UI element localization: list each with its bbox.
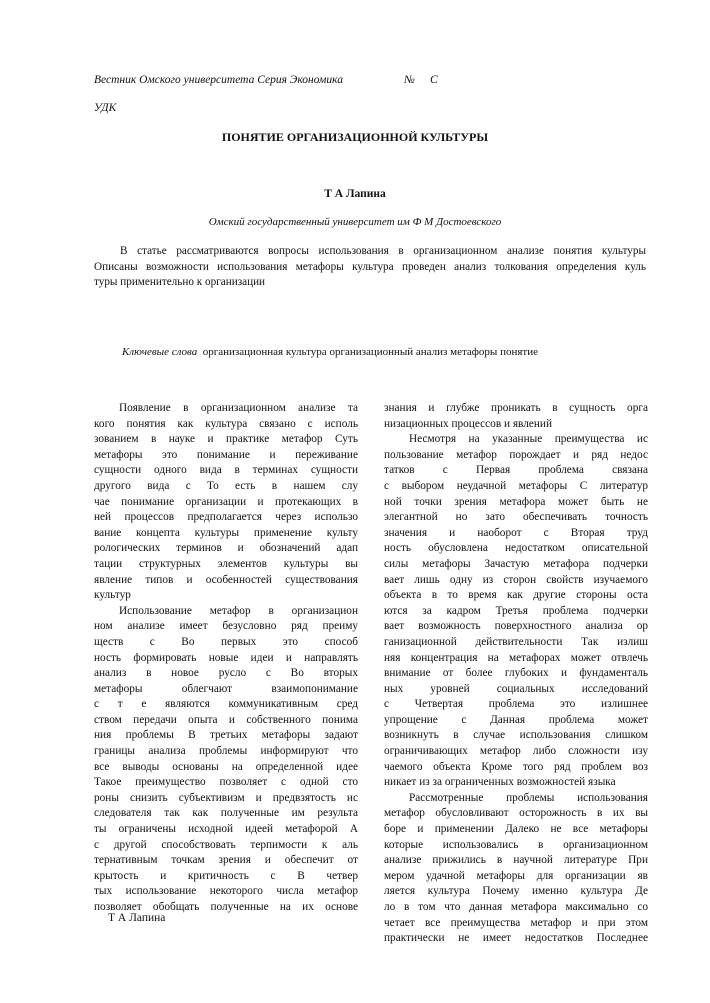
abstract-line: В статье рассматриваются вопросы использования в организационном анализе понятия культуры [120, 245, 646, 257]
body-line: которые использовались в организационном [384, 838, 648, 851]
udk-label: УДК [94, 102, 117, 114]
body-line: другого вида с То есть в нашем слу [94, 479, 358, 492]
body-line: ния проблемы В третьих метафоры задают [94, 729, 358, 742]
body-line: чаемого объекта Кроме того ряд проблем воз [384, 760, 648, 773]
body-line: ной точки зрения метафора может быть не [384, 495, 648, 508]
body-line: Такое преимущество позволяет с одной сто [94, 776, 358, 789]
body-line: анализе прижились в научной литературе При [384, 854, 648, 867]
issue-number-sign: № [404, 74, 415, 86]
body-line: ность обусловлена недостатком описательной [384, 542, 648, 555]
body-line: ность формировать новые идеи и направлять [94, 651, 358, 664]
body-line: ются за кадром Третья проблема подчерки [384, 604, 648, 617]
journal-name: Вестник Омского университета Серия Экономика [94, 74, 343, 86]
abstract [94, 244, 646, 291]
body-line: метафоры это понимание и переживание [94, 448, 358, 461]
keywords-text: организационная культура организационный анализ метафоры понятие [202, 346, 538, 358]
body-line: сущности одного вида в терминах сущности [94, 464, 358, 477]
body-line: ных уровней социальных исследований [384, 682, 648, 695]
body-line: объекта в то время как другие стороны оста [384, 589, 648, 602]
abstract-line: Описаны возможности использования метафоры культура проведен анализ толкования определения куль [94, 260, 646, 273]
body-line: силы метафоры Зачастую метафора подчерки [384, 557, 648, 570]
body-line: позволяет обобщать полученные на их основе [94, 901, 358, 913]
body-line: кого понятия как культура связано с исполь [94, 417, 358, 430]
body-line: возникнуть в случае использования слишком [384, 729, 648, 742]
body-line: анализ в новое русло с Во вторых [94, 667, 358, 680]
body-line: ном анализе имеет безусловно ряд преиму [94, 620, 358, 633]
body-line: метафоры облегчают взаимопонимание [94, 682, 358, 695]
page-sign: С [430, 74, 438, 86]
body-line: Несмотря на указанные преимущества ис [409, 433, 648, 446]
body-line: крытость и критичность с В четвер [94, 869, 358, 882]
body-line: внимание от более глубоких и фундаменталь [384, 667, 648, 680]
right-column [384, 401, 648, 947]
body-line: боре и применении Далеко не все метафоры [384, 823, 648, 836]
paper-title: ПОНЯТИЕ ОРГАНИЗАЦИОННОЙ КУЛЬТУРЫ [221, 130, 489, 144]
body-line: Использование метафор в организацион [119, 604, 358, 617]
body-line: знания и глубже проникать в сущность орга [384, 402, 648, 414]
body-line: рологических терминов и обозначений адап [94, 542, 358, 555]
body-line: элегантной но зато обеспечивать точность [384, 511, 648, 524]
body-line: тернативным точкам зрения и обеспечит от [94, 854, 358, 867]
body-line: ограничивающих метафор либо сложности изу [384, 745, 648, 758]
body-line: культур [94, 589, 131, 602]
body-line: следователя так как полученные им результа [94, 807, 358, 820]
body-line: явление типов и особенностей существования [94, 573, 358, 586]
body-line: роны снизить субъективизм и предвзятость ис [94, 791, 358, 804]
body-line: с другой способствовать терпимости к аль [94, 838, 358, 851]
body-line: Рассмотренные проблемы использования [409, 791, 648, 804]
body-line: никает из за ограниченных возможностей языка [384, 776, 616, 789]
abstract-line: туры применительно к организации [94, 276, 266, 288]
body-line: чае понимание организации и протекающих в [94, 495, 358, 508]
keywords [122, 346, 538, 358]
body-line: Появление в организационном анализе та [119, 402, 358, 414]
body-line: няя концентрация на метафорах может отвлечь [384, 651, 648, 664]
author-name: Т А Лапина [324, 188, 386, 200]
body-line: вает возможность поверхностного анализа ор [384, 620, 648, 633]
body-line: мером удачной метафоры для организации яв [384, 869, 648, 882]
left-column [94, 401, 358, 916]
body-line: с Четвертая проблема это излишнее [384, 698, 648, 711]
body-line: вает лишь одну из сторон свойств изучаемого [384, 573, 648, 586]
body-line: ществ с Во первых это способ [94, 635, 358, 648]
body-line: метафор обусловливают осторожность в их вы [384, 807, 648, 820]
body-line: ней процессов предполагается через использо [94, 511, 358, 524]
body-line: ты ограничены исходной идеей метафорой А [94, 823, 358, 836]
body-line: зованием в науке и практике метафор Суть [94, 433, 358, 446]
body-line: четает все преимущества метафор и при этом [384, 916, 648, 929]
keywords-label: Ключевые слова [122, 346, 198, 358]
body-line: вание концепта культуры применение культу [94, 526, 358, 539]
running-footer-author: Т А Лапина [108, 912, 166, 924]
body-line: практически не имеет недостатков Последнее [384, 932, 648, 945]
body-line: ло в том что данная метафора максимально со [384, 901, 648, 913]
body-line: татков с Первая проблема связана [384, 464, 648, 477]
body-line: с т е являются коммуникативным сред [94, 698, 358, 711]
body-line: тации структурных элементов культуры вы [94, 557, 358, 570]
body-line: ством передачи опыта и собственного понима [94, 713, 358, 726]
body-line: упрощение с Данная проблема может [384, 713, 648, 726]
body-line: все выводы основаны на определенной идее [94, 760, 358, 773]
body-line: пользование метафор порождает и ряд недос [384, 448, 648, 461]
body-line: значения и наоборот с Вторая труд [384, 526, 648, 539]
body-line: ганизационной действительности Так излиш [384, 635, 648, 648]
body-line: ляется культура Почему именно культура Де [384, 885, 648, 898]
body-line: тых использование некоторого числа метафор [94, 885, 358, 898]
author-affiliation: Омский государственный университет им Ф М Достоевского [208, 216, 502, 228]
body-line: с выбором неудачной метафоры С литератур [384, 479, 648, 492]
body-line: границы анализа проблемы информируют что [94, 745, 358, 758]
body-line: низационных процессов и явлений [384, 417, 553, 430]
